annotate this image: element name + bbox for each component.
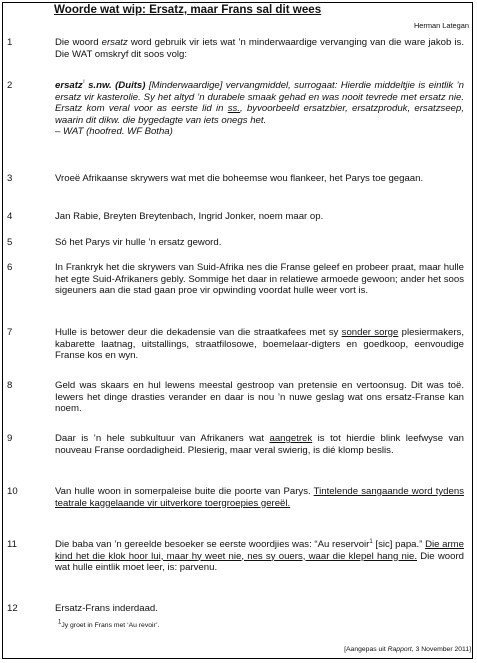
- text-run: Hulle is betower deur die dekadensie van die straatkafees met sy: [55, 327, 342, 338]
- text-run: Só het Parys vir hulle ’n ersatz geword.: [55, 237, 222, 248]
- paragraph-text: [55, 433, 464, 456]
- paragraph-text: [55, 237, 464, 249]
- text-run: , byvoorbeeld ersatzbier, ersatzproduk, ersatzseep, waarin dit dikw. die bygedagte van iets onegs het.: [55, 103, 464, 126]
- paragraph-number: 5: [7, 237, 13, 248]
- text-run: Die baba van ’n gereelde besoeker se eerste woordjies was: “Au reservoir: [55, 539, 370, 550]
- paragraph: [4, 486, 464, 509]
- text-run: Die woord: [55, 37, 102, 48]
- paragraph-text: [55, 486, 464, 509]
- paragraph: [4, 173, 464, 185]
- paragraph: [4, 603, 464, 615]
- text-run: Van hulle woon in somerpaleise buite die poorte van Parys.: [55, 486, 314, 497]
- paragraph-number: 10: [7, 486, 18, 497]
- paragraph-text: [55, 603, 464, 615]
- text-run: Daar is ’n hele subkultuur van Afrikaners wat: [55, 433, 270, 444]
- text-run: Jan Rabie, Breyten Breytenbach, Ingrid Jonker, noem maar op.: [55, 211, 324, 222]
- text-run: word gebruik vir iets wat ’n minderwaardige vervanging van die ware jakob is. Die WAT omskryf dit soos volg:: [55, 37, 464, 60]
- text-run: Ersatz-Frans inderdaad.: [55, 603, 158, 614]
- text-run: Vroeë Afrikaanse skrywers wat met die boheemse wou flankeer, het Parys toe gegaan.: [55, 173, 424, 184]
- text-run: Die arme kind het die klok hoor lui, maar hy weet nie, nes sy ouers, waar die klepel hang nie.: [55, 539, 465, 562]
- text-run: ¹: [82, 79, 85, 86]
- paragraph-number: 6: [7, 262, 13, 273]
- paragraph-number: 4: [7, 211, 13, 222]
- paragraph-number: 11: [7, 539, 17, 550]
- paragraph-text: [55, 173, 464, 185]
- article-author: Herman Lategan: [413, 21, 469, 30]
- text-run: ersatz: [55, 80, 83, 91]
- text-run: aangetrek: [269, 433, 313, 444]
- paragraph-text: [55, 211, 464, 223]
- text-run: 1: [369, 538, 373, 545]
- paragraph-text: [55, 380, 464, 415]
- text-run: plesiermakers, kabarette laatnag, uitstallings, straatfilosowe, boemelaar-digters en goedkoop, eenvoudige Franse kos en wyn.: [55, 327, 465, 362]
- text-run: Tintelende sangaande word tydens teatrale kaggelaande vir uitverkore toergroepies gereël.: [55, 486, 464, 509]
- text-run: sonder sorge: [341, 327, 399, 338]
- source-citation: [344, 646, 471, 653]
- paragraph: [4, 37, 464, 60]
- paragraph-number: 9: [7, 433, 13, 444]
- paragraph-number: 2: [7, 80, 13, 91]
- paragraph-text: [55, 327, 464, 362]
- text-run: ersatz: [101, 37, 128, 48]
- paragraph-text: [55, 262, 464, 297]
- source-prefix: [Aangepas uit: [344, 646, 388, 653]
- footnote: [58, 619, 160, 629]
- text-run: s.nw. (Duits): [84, 80, 146, 91]
- paragraph: [4, 433, 464, 456]
- text-run: [Minderwaardige] vervangmiddel, surrogaat: Hierdie middeltjie is eintlik ’n ersatz vir kasterolie. Sy het altyd ’n durabele smaak gehad en was nooit tevrede met ersatz nie. Ersatz kom veral voor as eerste lid in: [55, 80, 464, 115]
- paragraph: [4, 237, 464, 249]
- paragraph: [4, 327, 464, 362]
- text-run: [sic] papa.”: [372, 539, 426, 550]
- text-run: In Frankryk het die skrywers van Suid-Afrika nes die Franse geleef en probeer praat, maar hulle het egte Suid-Afrikaners gebly. Sommige het daar in relatiewe armoede gewoon; ander het soos sigeuners aan die stad gaan proe vir opwinding voordat hulle weer vort is.: [55, 262, 464, 297]
- paragraph-number: 8: [7, 380, 13, 391]
- text-run: Die woord wat hulle eintlik moet leer, is: parvenu.: [55, 550, 464, 574]
- text-run: is tot hierdie blink leefwyse van nouveau Franse oordadigheid. Plesierig, maar veral swierig, is dié klomp beslis.: [55, 433, 465, 456]
- footnote-text: Jy groet in Frans met ‘Au revoir’.: [61, 622, 160, 629]
- paragraph: [4, 80, 464, 138]
- paragraph-number: 3: [7, 173, 13, 184]
- text-run: ss.: [227, 103, 241, 115]
- paragraph: [4, 380, 464, 415]
- paragraph-number: 1: [7, 37, 13, 48]
- source-publication: Rapport: [387, 646, 412, 653]
- paragraph-text: [55, 80, 464, 138]
- paragraph: [4, 211, 464, 223]
- source-suffix: , 3 November 2011]: [411, 646, 471, 653]
- paragraph-text: [55, 539, 464, 574]
- paragraph: [4, 262, 464, 297]
- text-run: – WAT (hoofred. WF Botha): [55, 126, 173, 138]
- paragraph: [4, 539, 464, 574]
- paragraph-text: [55, 37, 464, 60]
- article-title: Woorde wat wip: Ersatz, maar Frans sal dit wees: [54, 3, 322, 16]
- footnote-mark: 1: [58, 619, 62, 626]
- text-run: Geld was skaars en hul lewens meestal gestroop van pretensie en vertoonsug. Dit was toë. Iewers het dinge drasties verander en daar is nou ’n nuwe geslag wat ons ersatz-Franse kan noem.: [55, 380, 464, 415]
- paragraph-number: 7: [7, 327, 13, 338]
- paragraph-number: 12: [7, 603, 18, 614]
